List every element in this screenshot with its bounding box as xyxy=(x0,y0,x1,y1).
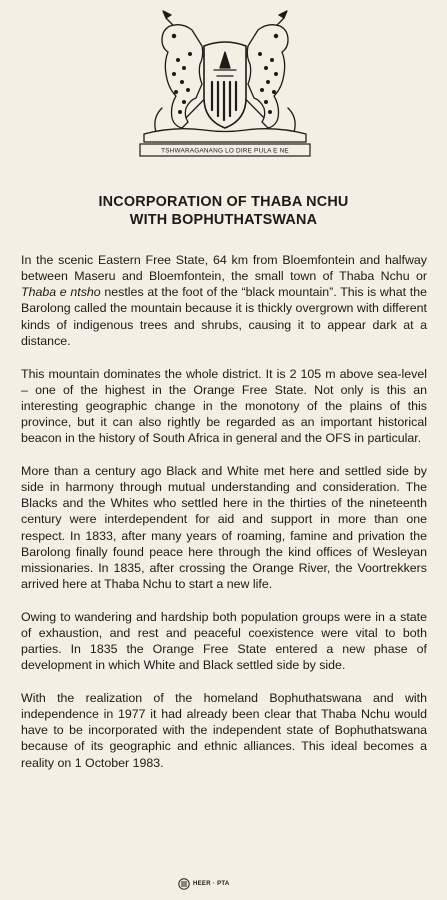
coat-of-arms xyxy=(122,8,328,168)
paragraph-1 xyxy=(21,252,427,349)
title-line-2: WITH BOPHUTHATSWANA xyxy=(129,212,318,228)
bophuthatswana-coat-of-arms-icon xyxy=(122,8,328,168)
paragraph-1-italic: Thaba e ntsho xyxy=(21,285,101,300)
article-body xyxy=(21,252,427,787)
paragraph-3: More than a century ago Black and White met here and settled side by side in harmony through mutual understanding and consideration. The Blacks and the Whites who settled here in the thirties of the nineteenth century were interdependent for aid and support in more than one respect. In 1833, after many years of roaming, famine and privation the Barolong finally found peace here through the kind offices of Wesleyan missionaries. In 1835, after crossing the Orange River, the Voortrekkers arrived here at Thaba Nchu to start a new life. xyxy=(21,463,427,591)
printer-name: HEER · PTA xyxy=(193,881,230,887)
paragraph-1-text: In the scenic Eastern Free State, 64 km from Bloemfontein and halfway between Maseru and Bloemfontein, the small town of Thaba Nchu or xyxy=(21,253,427,284)
paragraph-4: Owing to wandering and hardship both population groups were in a state of exhaustion, and rest and peaceful coexistence were vital to both parties. In 1835 the Orange Free State entered a new phase of development in which White and Black settled side by side. xyxy=(21,609,427,673)
printer-logo-icon xyxy=(178,878,190,890)
title-line-1: INCORPORATION OF THABA NCHU xyxy=(98,194,349,210)
printer-imprint xyxy=(178,877,230,891)
crest-motto: TSHWARAGANANG LO DIRE PULA E NE xyxy=(161,147,289,155)
paragraph-2: This mountain dominates the whole district. It is 2 105 m above sea-level – one of the highest in the Orange Free State. Not only is this an interesting geographic change in the monotony of the plains of this province, but it can also rightly be regarded as an important historical beacon in the history of South Africa in general and the OFS in particular. xyxy=(21,366,427,446)
paragraph-1-text-end: nestles at the foot of the “black mountain”. This is what the Barolong called the mountain because it is thickly overgrown with different kinds of indigenous trees and shrubs, causing it to appear dark at a distance. xyxy=(21,285,427,348)
page-title xyxy=(0,193,447,229)
paragraph-5: With the realization of the homeland Bophuthatswana and with independence in 1977 it had already been clear that Thaba Nchu would have to be incorporated with the independent state of Bophuthatswana because of its geographic and ethnic alliances. This ideal becomes a reality on 1 October 1983. xyxy=(21,690,427,770)
